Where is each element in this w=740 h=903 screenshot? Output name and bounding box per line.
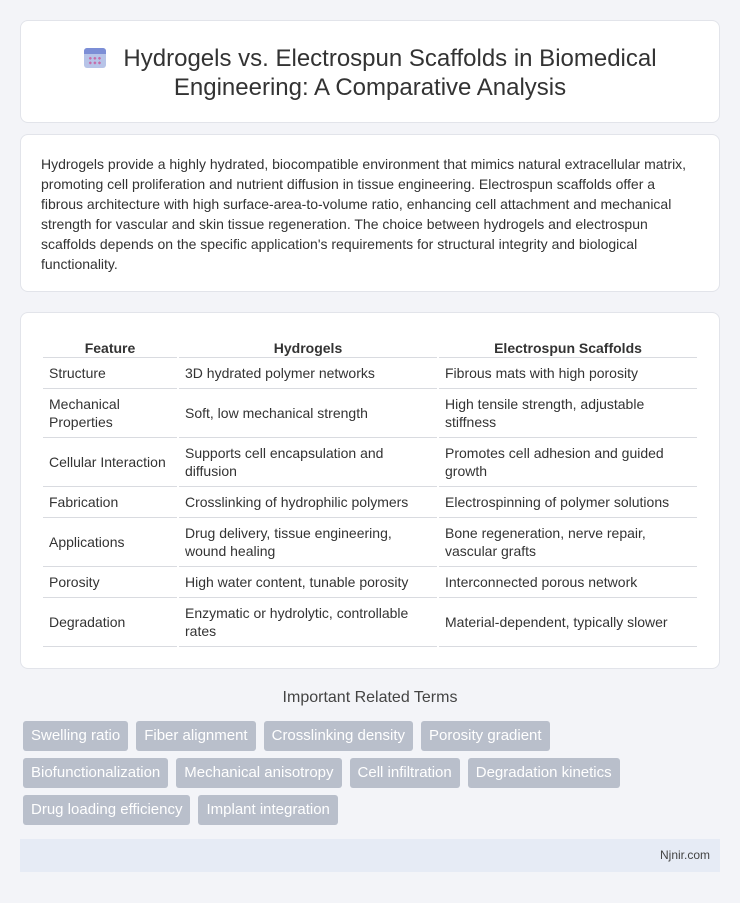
calendar-icon bbox=[83, 45, 107, 69]
table-row bbox=[43, 598, 697, 647]
tag-cell-infiltration[interactable]: Cell infiltration bbox=[350, 758, 460, 788]
table-header-row bbox=[43, 336, 697, 358]
feature-cell: Mechanical Properties bbox=[43, 389, 177, 438]
footer bbox=[20, 839, 720, 872]
feature-cell: Fabrication bbox=[43, 487, 177, 518]
intro-paragraph: Hydrogels provide a highly hydrated, biocompatible environment that mimics natural extracellular matrix, promoting cell proliferation and nutrient diffusion in tissue engineering. Electrospun scaffolds offer a fibrous architecture with high surface-area-to-volume ratio, enhancing cell attachment and mechanical strength for vascular and skin tissue regeneration. The choice between hydrogels and electrospun scaffolds depends on the specific application's requirements for structural integrity and biological functionality. bbox=[41, 156, 687, 272]
electrospun-cell: Promotes cell adhesion and guided growth bbox=[439, 438, 697, 487]
table-row bbox=[43, 567, 697, 598]
electrospun-cell: High tensile strength, adjustable stiffness bbox=[439, 389, 697, 438]
related-terms-title: Important Related Terms bbox=[282, 689, 458, 706]
feature-cell: Porosity bbox=[43, 567, 177, 598]
hydrogels-cell: Crosslinking of hydrophilic polymers bbox=[179, 487, 437, 518]
table-row bbox=[43, 358, 697, 389]
electrospun-cell: Electrospinning of polymer solutions bbox=[439, 487, 697, 518]
comparison-table bbox=[41, 336, 699, 647]
tag-drug-loading-efficiency[interactable]: Drug loading efficiency bbox=[23, 795, 190, 825]
electrospun-cell: Material-dependent, typically slower bbox=[439, 598, 697, 647]
tag-implant-integration[interactable]: Implant integration bbox=[198, 795, 337, 825]
title-wrap bbox=[21, 44, 719, 102]
comparison-table-card bbox=[20, 312, 720, 669]
related-terms-tags bbox=[23, 721, 723, 832]
hydrogels-cell: Drug delivery, tissue engineering, wound healing bbox=[179, 518, 437, 567]
tag-row bbox=[23, 758, 723, 788]
title-card bbox=[20, 20, 720, 123]
tag-degradation-kinetics[interactable]: Degradation kinetics bbox=[468, 758, 620, 788]
tag-swelling-ratio[interactable]: Swelling ratio bbox=[23, 721, 128, 751]
tag-row bbox=[23, 721, 723, 751]
feature-cell: Structure bbox=[43, 358, 177, 389]
electrospun-cell: Bone regeneration, nerve repair, vascular grafts bbox=[439, 518, 697, 567]
hydrogels-cell: 3D hydrated polymer networks bbox=[179, 358, 437, 389]
hydrogels-cell: Enzymatic or hydrolytic, controllable rates bbox=[179, 598, 437, 647]
table-row bbox=[43, 518, 697, 567]
hydrogels-cell: Soft, low mechanical strength bbox=[179, 389, 437, 438]
feature-cell: Degradation bbox=[43, 598, 177, 647]
feature-cell: Applications bbox=[43, 518, 177, 567]
tag-mechanical-anisotropy[interactable]: Mechanical anisotropy bbox=[176, 758, 341, 788]
tag-row bbox=[23, 795, 723, 825]
intro-card bbox=[20, 134, 720, 292]
tag-porosity-gradient[interactable]: Porosity gradient bbox=[421, 721, 550, 751]
page-title bbox=[21, 44, 719, 102]
tag-crosslinking-density[interactable]: Crosslinking density bbox=[264, 721, 413, 751]
tag-biofunctionalization[interactable]: Biofunctionalization bbox=[23, 758, 168, 788]
table-row bbox=[43, 438, 697, 487]
tag-fiber-alignment[interactable]: Fiber alignment bbox=[136, 721, 255, 751]
footer-brand[interactable]: Njnir.com bbox=[659, 848, 710, 862]
table-row bbox=[43, 389, 697, 438]
header-electrospun: Electrospun Scaffolds bbox=[439, 336, 697, 358]
header-hydrogels: Hydrogels bbox=[179, 336, 437, 358]
hydrogels-cell: High water content, tunable porosity bbox=[179, 567, 437, 598]
electrospun-cell: Interconnected porous network bbox=[439, 567, 697, 598]
electrospun-cell: Fibrous mats with high porosity bbox=[439, 358, 697, 389]
header-feature: Feature bbox=[43, 336, 177, 358]
table-row bbox=[43, 487, 697, 518]
hydrogels-cell: Supports cell encapsulation and diffusion bbox=[179, 438, 437, 487]
feature-cell: Cellular Interaction bbox=[43, 438, 177, 487]
page-title-text: Hydrogels vs. Electrospun Scaffolds in Biomedical Engineering: A Comparative Analysis bbox=[123, 45, 657, 101]
